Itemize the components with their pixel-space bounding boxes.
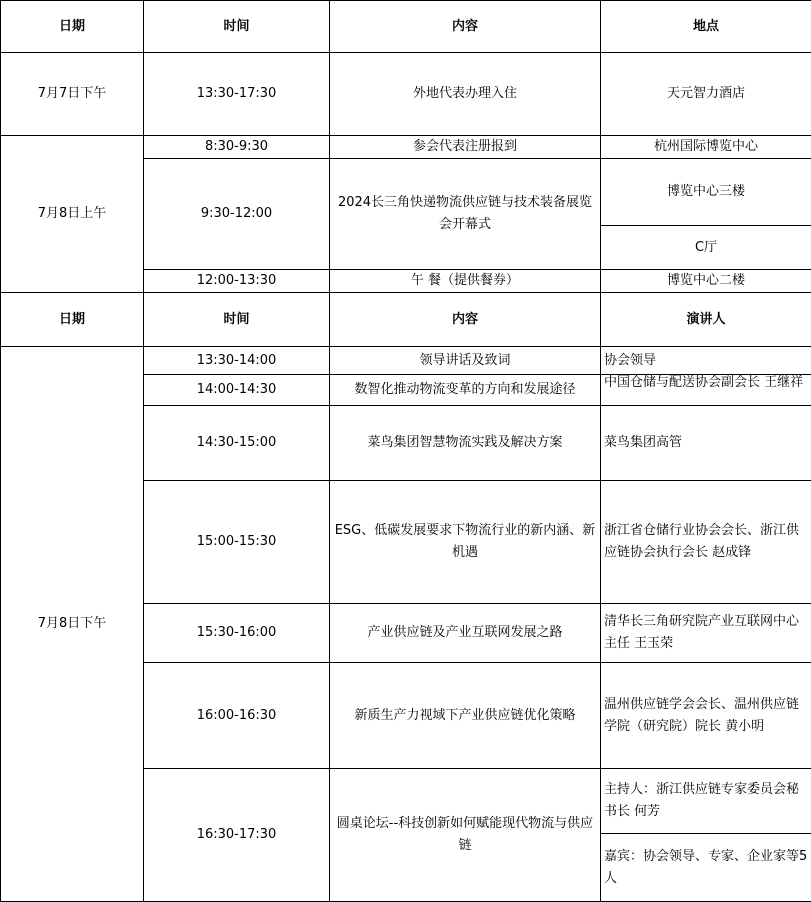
table-row — [1, 53, 811, 136]
content-cell: ESG、低碳发展要求下物流行业的新内涵、新机遇 — [330, 481, 601, 604]
time-cell: 16:00-16:30 — [144, 663, 330, 769]
header-row — [1, 293, 811, 347]
content-cell: 数智化推动物流变革的方向和发展途径 — [330, 375, 601, 406]
time-cell: 16:30-17:30 — [144, 769, 330, 902]
time-cell: 12:00-13:30 — [144, 270, 330, 293]
place-cell: 天元智力酒店 — [601, 53, 811, 136]
time-cell: 13:30-14:00 — [144, 347, 330, 375]
table-row — [1, 136, 811, 159]
header-date: 日期 — [1, 1, 144, 53]
content-cell: 产业供应链及产业互联网发展之路 — [330, 604, 601, 663]
speaker-cell: 中国仓储与配送协会副会长 王继祥 — [601, 375, 811, 406]
time-cell: 9:30-12:00 — [144, 159, 330, 270]
date-cell: 7月7日下午 — [1, 53, 144, 136]
content-cell: 午 餐（提供餐券） — [330, 270, 601, 293]
header-time: 时间 — [144, 1, 330, 53]
content-cell: 圆桌论坛--科技创新如何赋能现代物流与供应链 — [330, 769, 601, 902]
content-cell: 外地代表办理入住 — [330, 53, 601, 136]
header-content: 内容 — [330, 293, 601, 347]
speaker-cell: 嘉宾：协会领导、专家、企业家等5人 — [601, 834, 811, 902]
date-cell: 7月8日下午 — [1, 347, 144, 902]
content-cell: 新质生产力视域下产业供应链优化策略 — [330, 663, 601, 769]
place-cell: C厅 — [601, 226, 811, 270]
time-cell: 14:30-15:00 — [144, 406, 330, 481]
time-cell: 14:00-14:30 — [144, 375, 330, 406]
time-cell: 8:30-9:30 — [144, 136, 330, 159]
header-time: 时间 — [144, 293, 330, 347]
header-row — [1, 1, 811, 53]
header-content: 内容 — [330, 1, 601, 53]
speaker-cell: 清华长三角研究院产业互联网中心主任 王玉荣 — [601, 604, 811, 663]
time-cell: 15:00-15:30 — [144, 481, 330, 604]
time-cell: 15:30-16:00 — [144, 604, 330, 663]
time-cell: 13:30-17:30 — [144, 53, 330, 136]
speaker-cell: 协会领导 — [601, 347, 811, 375]
speaker-cell: 温州供应链学会会长、温州供应链学院（研究院）院长 黄小明 — [601, 663, 811, 769]
header-place: 地点 — [601, 1, 811, 53]
place-cell: 博览中心三楼 — [601, 159, 811, 226]
speaker-cell: 浙江省仓储行业协会会长、浙江供应链协会执行会长 赵成锋 — [601, 481, 811, 604]
content-cell: 领导讲话及致词 — [330, 347, 601, 375]
place-cell: 杭州国际博览中心 — [601, 136, 811, 159]
header-date: 日期 — [1, 293, 144, 347]
content-cell: 参会代表注册报到 — [330, 136, 601, 159]
place-cell: 博览中心二楼 — [601, 270, 811, 293]
content-cell: 2024长三角快递物流供应链与技术装备展览会开幕式 — [330, 159, 601, 270]
content-cell: 菜鸟集团智慧物流实践及解决方案 — [330, 406, 601, 481]
speaker-cell: 菜鸟集团高管 — [601, 406, 811, 481]
header-speaker: 演讲人 — [601, 293, 811, 347]
table-row — [1, 347, 811, 375]
speaker-cell: 主持人：浙江供应链专家委员会秘书长 何芳 — [601, 769, 811, 834]
date-cell: 7月8日上午 — [1, 136, 144, 293]
